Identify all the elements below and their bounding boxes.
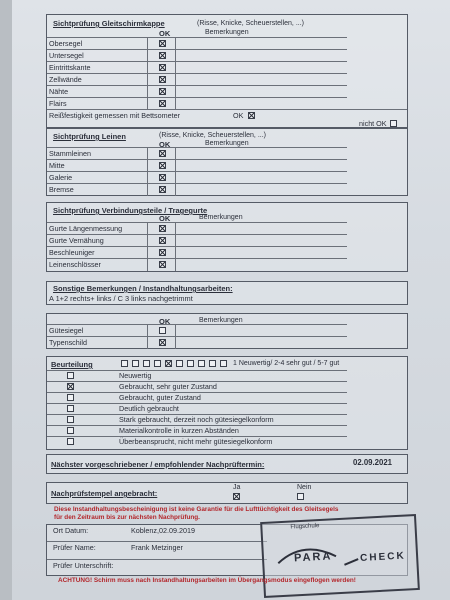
rating-row xyxy=(47,403,347,414)
checkbox[interactable] xyxy=(67,383,74,390)
rating-scale: 1 Neuwertig/ 2-4 sehr gut / 5-7 gut xyxy=(233,360,340,367)
footer-warning: ACHTUNG! Schirm muss nach Instandhaltungsarbeiten im Übergangsmodus eingeflogen werden! xyxy=(58,577,356,584)
checkbox[interactable] xyxy=(67,416,74,423)
section-nachpruefung xyxy=(46,454,408,474)
row-label: Eintrittskante xyxy=(49,63,91,72)
nein-checkbox[interactable] xyxy=(297,493,304,500)
checkbox[interactable] xyxy=(159,237,166,244)
checkbox[interactable] xyxy=(159,52,166,59)
row-label: Zellwände xyxy=(49,75,82,84)
rating-row xyxy=(47,370,347,381)
remarks-header: Bemerkungen xyxy=(199,317,243,324)
rating-box[interactable] xyxy=(187,360,194,367)
ja-checkbox[interactable] xyxy=(233,493,240,500)
ok-header: OK xyxy=(159,29,171,38)
checkbox[interactable] xyxy=(390,120,397,127)
rating-box[interactable] xyxy=(154,360,161,367)
section-title: Sichtprüfung Gleitschirmkappe xyxy=(53,19,165,28)
section-bemerkungen xyxy=(46,281,408,305)
stamp-brand-2: CHECK xyxy=(359,550,406,564)
unterschrift-label: Prüfer Unterschrift: xyxy=(53,561,114,570)
nicht-ok-label: nicht OK xyxy=(359,119,387,128)
checkbox[interactable] xyxy=(159,150,166,157)
rating-box[interactable] xyxy=(143,360,150,367)
stamp-line: Flugschule xyxy=(290,523,320,531)
row-label: Gurte Vernähung xyxy=(49,236,104,245)
row-label: Typenschild xyxy=(49,338,87,347)
checkbox[interactable] xyxy=(159,261,166,268)
nein-label: Nein xyxy=(297,484,312,491)
section-title: Sonstige Bemerkungen / Instandhaltungsarbeiten: xyxy=(53,284,233,293)
ja-label: Ja xyxy=(233,484,241,491)
rating-box[interactable] xyxy=(132,360,139,367)
cell xyxy=(147,259,148,271)
row-label: Bremse xyxy=(49,185,74,194)
section-stempel xyxy=(46,482,408,504)
checkbox[interactable] xyxy=(67,427,74,434)
cell xyxy=(175,184,176,196)
section-title: Sichtprüfung Leinen xyxy=(53,132,126,141)
cell xyxy=(175,337,176,349)
ok-header: OK xyxy=(159,317,171,326)
row-label: Materialkontrolle in kurzen Abständen xyxy=(119,426,239,435)
check-row xyxy=(47,183,347,196)
section-note: (Risse, Knicke, Scheuerstellen, ...) xyxy=(197,20,304,27)
section-title: Sichtprüfung Verbindungsteile / Tragegurte xyxy=(53,206,208,215)
sign-row xyxy=(47,559,267,572)
row-label: Gurte Längenmessung xyxy=(49,224,123,233)
cell xyxy=(175,259,176,271)
row-label: Gebraucht, guter Zustand xyxy=(119,393,201,402)
rating-box[interactable] xyxy=(176,360,183,367)
remarks-header: Bemerkungen xyxy=(199,214,243,221)
checkbox[interactable] xyxy=(159,76,166,83)
remarks-text: A 1+2 rechts+ links / C 3 links nachgetrimmt xyxy=(49,294,193,303)
rating-row xyxy=(47,381,347,392)
rating-row xyxy=(47,436,347,447)
row-label: Reißfestigkeit gemessen mit Bettsometer xyxy=(49,111,181,120)
row-label: Leinenschlösser xyxy=(49,260,101,269)
check-row xyxy=(47,336,347,349)
checkbox[interactable] xyxy=(159,225,166,232)
next-check-label: Nächster vorgeschriebener / empfohlender Nachprüftermin: xyxy=(51,460,265,469)
row-label: Deutlich gebraucht xyxy=(119,404,179,413)
ort-value: Koblenz,02.09.2019 xyxy=(131,526,195,535)
rating-row xyxy=(47,392,347,403)
checkbox[interactable] xyxy=(159,339,166,346)
sign-row xyxy=(47,541,267,554)
rating-box[interactable] xyxy=(220,360,227,367)
ort-label: Ort Datum: xyxy=(53,526,89,535)
rating-row xyxy=(47,414,347,425)
checkbox[interactable] xyxy=(67,405,74,412)
checkbox[interactable] xyxy=(248,112,255,119)
row-label: Gütesiegel xyxy=(49,326,84,335)
row-label: Gebraucht, sehr guter Zustand xyxy=(119,382,217,391)
row-label: Untersegel xyxy=(49,51,84,60)
row-label: Stammleinen xyxy=(49,149,91,158)
checkbox[interactable] xyxy=(67,438,74,445)
check-row xyxy=(47,258,347,271)
row-label: Neuwertig xyxy=(119,371,152,380)
checkbox[interactable] xyxy=(159,327,166,334)
row-label: Galerie xyxy=(49,173,73,182)
remarks-header: Bemerkungen xyxy=(205,29,249,36)
warning-line-2: für den Zeitraum bis zur nächsten Nachprüfung. xyxy=(54,514,200,521)
section-guetesiegel xyxy=(46,313,408,349)
cell xyxy=(147,337,148,349)
checkbox[interactable] xyxy=(159,40,166,47)
section-leinen xyxy=(46,128,408,196)
section-verbindungsteile xyxy=(46,202,408,272)
checkbox[interactable] xyxy=(159,249,166,256)
remarks-header: Bemerkungen xyxy=(205,140,249,147)
company-stamp xyxy=(260,514,420,598)
rating-row xyxy=(47,425,347,436)
row-label: Nähte xyxy=(49,87,69,96)
rating-box[interactable] xyxy=(165,360,172,367)
row-label: Flairs xyxy=(49,99,67,108)
ok-header: OK xyxy=(159,140,171,149)
rating-box[interactable] xyxy=(209,360,216,367)
warning-line-1: Diese Instandhaltungsbescheinigung ist keine Garantie für die Lufttüchtigkeit des Gleitsegels xyxy=(54,506,339,513)
ok-label: OK xyxy=(233,111,244,120)
sign-row xyxy=(47,525,267,537)
pruefer-label: Prüfer Name: xyxy=(53,543,96,552)
row-label: Überbeansprucht, nicht mehr gütesiegelkonform xyxy=(119,437,273,446)
row-label: Mitte xyxy=(49,161,65,170)
checkbox[interactable] xyxy=(67,394,74,401)
pruefer-value: Frank Metzinger xyxy=(131,543,183,552)
stamp-brand: PARA xyxy=(293,550,333,565)
rating-box[interactable] xyxy=(198,360,205,367)
row-label: Obersegel xyxy=(49,39,83,48)
section-note: (Risse, Knicke, Scheuerstellen, ...) xyxy=(159,132,266,139)
checkbox[interactable] xyxy=(159,174,166,181)
next-check-date: 02.09.2021 xyxy=(353,458,393,467)
section-title: Beurteilung xyxy=(51,360,93,369)
checkbox[interactable] xyxy=(159,64,166,71)
row-label: Beschleuniger xyxy=(49,248,95,257)
checkbox[interactable] xyxy=(159,162,166,169)
checkbox[interactable] xyxy=(159,100,166,107)
row-label: Stark gebraucht, derzeit noch gütesiegelkonform xyxy=(119,415,274,424)
checkbox[interactable] xyxy=(159,88,166,95)
checkbox[interactable] xyxy=(159,186,166,193)
cell xyxy=(147,184,148,196)
ok-header: OK xyxy=(159,214,171,223)
reiss-row xyxy=(47,109,407,128)
stamp-label: Nachprüfstempel angebracht: xyxy=(51,489,158,498)
section-kappe xyxy=(46,14,408,128)
section-beurteilung xyxy=(46,356,408,450)
checkbox[interactable] xyxy=(67,372,74,379)
rating-box[interactable] xyxy=(121,360,128,367)
